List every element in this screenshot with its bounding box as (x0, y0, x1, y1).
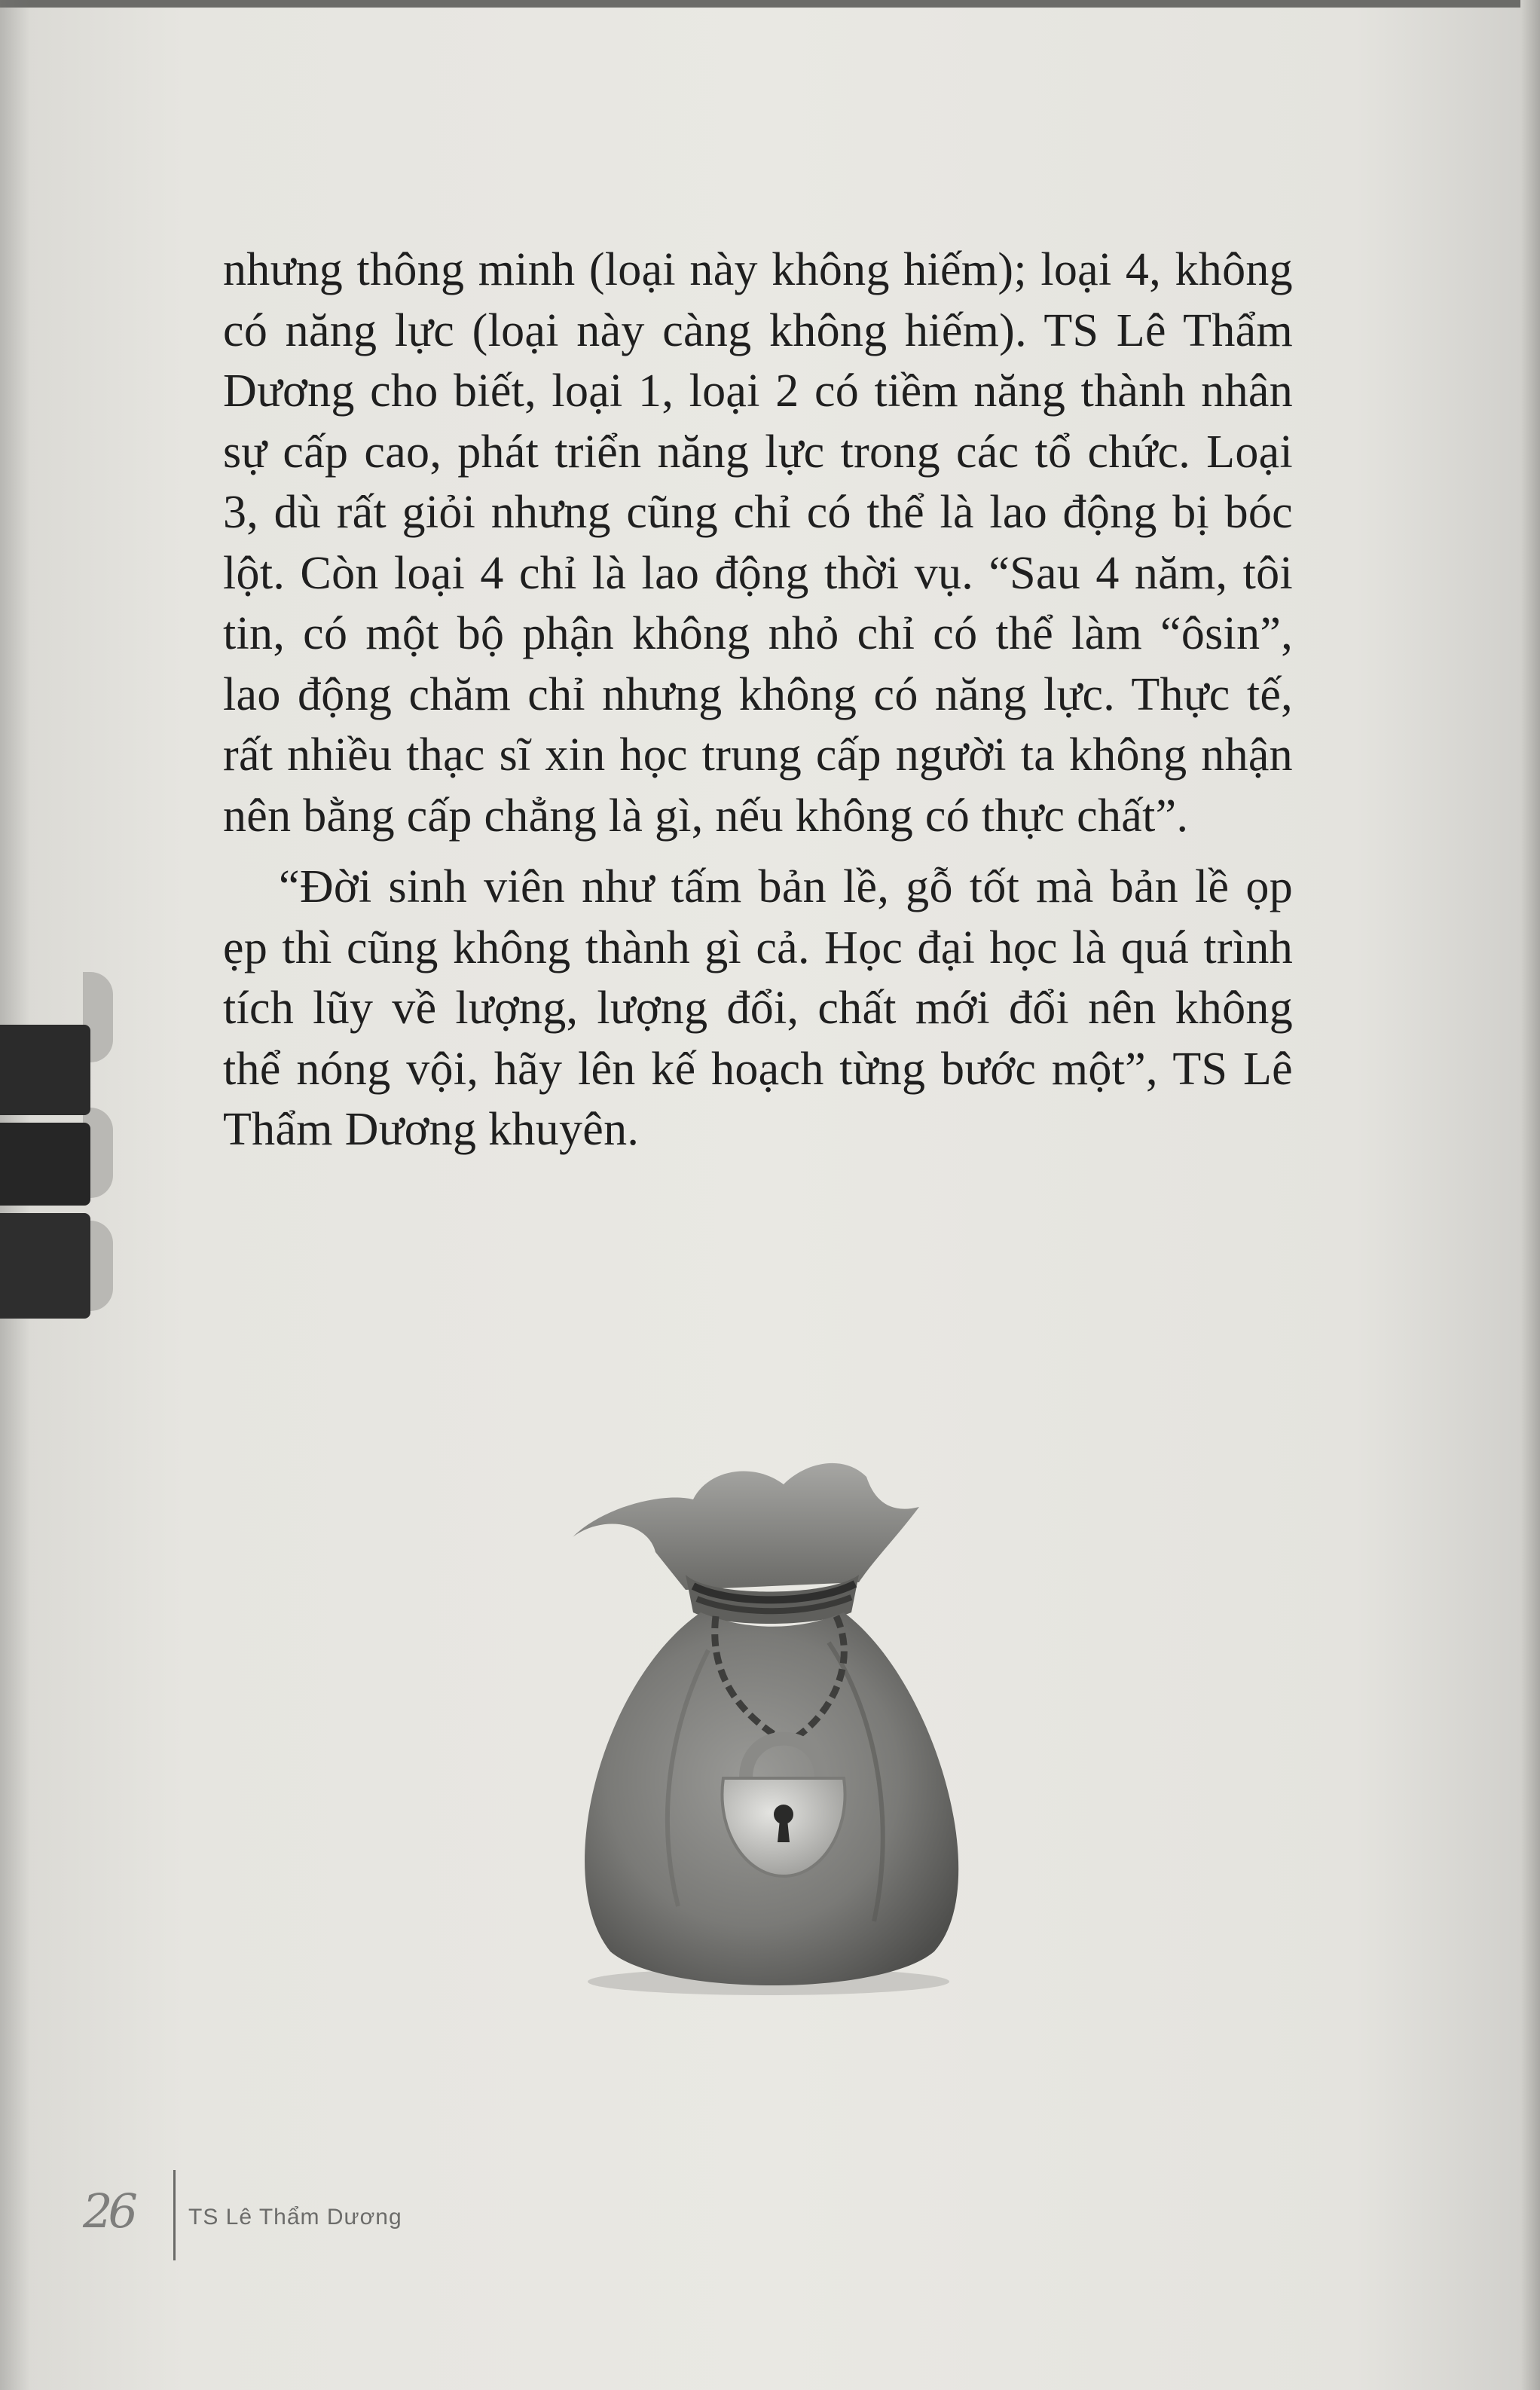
paragraph: nhưng thông minh (loại này không hiếm); loại 4, không có năng lực (loại này càng không hiếm). TS Lê Thẩm Dương cho biết, loại 1, loại 2 có tiềm năng thành nhân sự cấp cao, phát triển năng lực trong các tổ chức. Loại 3, dù rất giỏi nhưng cũng chỉ có thể là lao động bị bóc lột. Còn loại 4 chỉ là lao động thời vụ. “Sau 4 năm, tôi tin, có một bộ phận không nhỏ chỉ có thể làm “ôsin”, lao động chăm chỉ nhưng không có năng lực. Thực tế, rất nhiều thạc sĩ xin học trung cấp người ta không nhận nên bằng cấp chẳng là gì, nếu không có thực chất”. (223, 244, 1293, 842)
page-number: 26 (83, 2184, 133, 2239)
body-text (223, 240, 1293, 1160)
page-footer (83, 2170, 610, 2268)
paragraph: “Đời sinh viên như tấm bản lề, gỗ tốt mà bản lề ọp ẹp thì cũng không thành gì cả. Học đại học là quá trình tích lũy về lượng, lượng đổi, chất mới đổi nên không thể nóng vội, hãy lên kế hoạch từng bước một”, TS Lê Thẩm Dương khuyên. (223, 861, 1293, 1155)
locked-money-bag-icon (558, 1454, 979, 2012)
footer-divider (173, 2170, 176, 2260)
page-top-edge (0, 0, 1540, 8)
binding-clip (0, 919, 121, 1356)
running-head: TS Lê Thẩm Dương (188, 2205, 402, 2230)
page-right-edge (1520, 0, 1540, 2390)
